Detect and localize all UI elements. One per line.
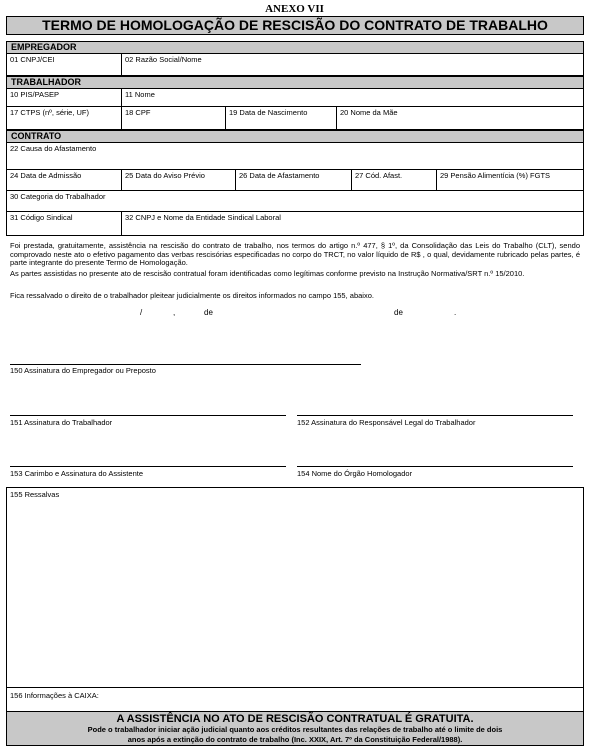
date-comma: , [173,308,176,317]
field-pis-pasep[interactable]: 10 PIS/PASEP [10,90,60,99]
field-pensao-alimenticia[interactable]: 29 Pensão Alimentícia (%) FGTS [436,170,583,190]
row-trabalhador-1 [7,89,583,107]
caixa-info-label: 156 Informações à CAIXA: [10,691,99,700]
field-data-aviso-previo[interactable]: 25 Data do Aviso Prévio [121,170,235,190]
field-entidade-sindical[interactable]: 32 CNPJ e Nome da Entidade Sindical Laboral [121,212,583,235]
field-data-nascimento[interactable]: 19 Data de Nascimento [225,107,336,129]
field-cod-afast[interactable]: 27 Cód. Afast. [351,170,436,190]
caixa-info-box[interactable] [7,687,583,712]
signature-line-assistente [10,466,286,467]
signature-label-assistente: 153 Carimbo e Assinatura do Assistente [10,469,143,478]
field-ctps[interactable]: 17 CTPS (nº, série, UF) [10,108,90,117]
row-contrato-3 [7,191,583,212]
date-slash: / [140,308,143,317]
row-empregador [7,54,583,76]
footer-notice [6,711,584,746]
form-title: TERMO DE HOMOLOGAÇÃO DE RESCISÃO DO CONTRATO DE TRABALHO [6,16,584,35]
date-dot: . [454,308,457,317]
footer-gratuita: A ASSISTÊNCIA NO ATO DE RESCISÃO CONTRATUAL É GRATUITA. [116,713,474,725]
form-grid [6,41,584,236]
footer-line-3: anos após a extinção do contrato de trabalho (Inc. XXIX, Art. 7º da Constituição Federal/1988). [127,734,463,744]
signature-line-empregador [10,364,361,365]
field-causa-afastamento[interactable]: 22 Causa do Afastamento [10,144,97,153]
signature-label-orgao: 154 Nome do Órgão Homologador [297,469,413,478]
field-cnpj-cei[interactable]: 01 CNPJ/CEI [10,55,55,64]
date-de-2: de [394,308,403,317]
date-line [0,308,589,320]
paragraph-ressalva-direito: Fica ressalvado o direito de o trabalhador pleitear judicialmente os direitos informados no campo 155, abaixo. [10,291,374,300]
field-razao-social[interactable]: 02 Razão Social/Nome [121,54,583,75]
date-de-1: de [204,308,213,317]
signature-line-trabalhador [10,415,286,416]
signature-label-responsavel-legal: 152 Assinatura do Responsável Legal do Trabalhador [297,418,476,427]
ressalvas-label: 155 Ressalvas [10,490,60,499]
footer-line-2: Pode o trabalhador iniciar ação judicial quanto aos créditos resultantes das relações de trabalho até o limite de dois [87,725,503,734]
field-data-admissao[interactable]: 24 Data de Admissão [10,171,82,180]
section-empregador: EMPREGADOR [7,41,583,54]
field-categoria-trabalhador[interactable]: 30 Categoria do Trabalhador [10,192,106,201]
annex-label: ANEXO VII [265,3,324,15]
section-trabalhador: TRABALHADOR [7,76,583,89]
signature-line-responsavel-legal [297,415,573,416]
row-contrato-4 [7,212,583,236]
signature-line-orgao [297,466,573,467]
field-codigo-sindical[interactable]: 31 Código Sindical [10,213,73,222]
field-nome[interactable]: 11 Nome [121,89,583,106]
field-cpf[interactable]: 18 CPF [121,107,225,129]
field-nome-mae[interactable]: 20 Nome da Mãe [336,107,583,129]
signature-label-empregador: 150 Assinatura do Empregador ou Preposto [10,366,156,375]
field-data-afastamento[interactable]: 26 Data de Afastamento [235,170,351,190]
section-contrato: CONTRATO [7,130,583,143]
row-contrato-2 [7,170,583,191]
signature-label-trabalhador: 151 Assinatura do Trabalhador [10,418,113,427]
paragraph-identificacao: As partes assistidas no presente ato de rescisão contratual foram identificadas como legítimas conforme previsto na Instrução Normativa/SRT n.º 15/2010. [10,269,525,278]
row-trabalhador-2 [7,107,583,130]
row-contrato-1 [7,143,583,170]
paragraph-assistencia: Foi prestada, gratuitamente, assistência na rescisão do contrato de trabalho, nos termos do artigo n.º 477, § 1º, da Consolidação das Leis do Trabalho (CLT), sendo comprovado neste ato o efetivo pagamento das verbas rescisórias especificadas no corpo do TRCT, no valor líquido de R$ , o qual, devidamente rubricado pelas partes, é parte integrante do presente Termo de Homologação. [10,241,580,268]
ressalvas-box[interactable] [6,487,584,711]
